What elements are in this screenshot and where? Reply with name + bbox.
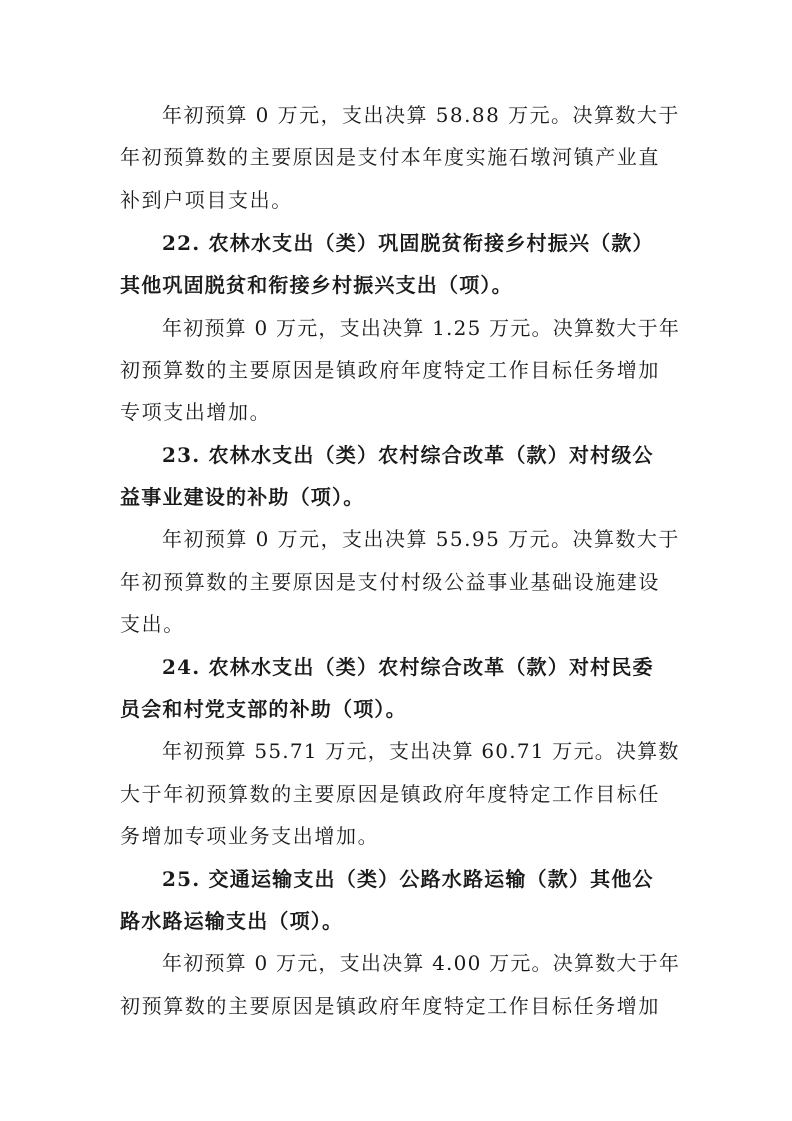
section-heading-25-cont: 路水路运输支出（项）。	[120, 909, 344, 933]
paragraph-line: 初预算数的主要原因是镇政府年度特定工作目标任务增加	[120, 358, 660, 382]
paragraph-line: 专项支出增加。	[120, 400, 272, 424]
paragraph-line: 年初预算 55.71 万元，支出决算 60.71 万元。决算数	[162, 739, 680, 763]
paragraph-line: 支出。	[120, 612, 185, 636]
paragraph-line: 年初预算 0 万元，支出决算 1.25 万元。决算数大于年	[162, 316, 681, 340]
paragraph-line: 务增加专项业务支出增加。	[120, 824, 380, 848]
section-heading-24: 24. 农林水支出（类）农村综合改革（款）对村民委	[162, 655, 654, 679]
paragraph-line: 补到户项目支出。	[120, 188, 293, 212]
paragraph-line: 年初预算 0 万元，支出决算 55.95 万元。决算数大于	[162, 527, 680, 551]
section-heading-25: 25. 交通运输支出（类）公路水路运输（款）其他公	[162, 867, 654, 891]
paragraph-line: 初预算数的主要原因是镇政府年度特定工作目标任务增加	[120, 994, 660, 1018]
section-heading-23-cont: 益事业建设的补助（项）。	[120, 485, 365, 509]
section-heading-24-cont: 员会和村党支部的补助（项）。	[120, 697, 407, 721]
paragraph-line: 年初预算 0 万元，支出决算 4.00 万元。决算数大于年	[162, 951, 681, 975]
paragraph-line: 大于年初预算数的主要原因是镇政府年度特定工作目标任	[120, 782, 660, 806]
paragraph-line: 年初预算数的主要原因是支付本年度实施石墩河镇产业直	[120, 145, 660, 169]
paragraph-line: 年初预算数的主要原因是支付村级公益事业基础设施建设	[120, 570, 660, 594]
section-heading-23: 23. 农林水支出（类）农村综合改革（款）对村级公	[162, 443, 654, 467]
paragraph-line: 年初预算 0 万元，支出决算 58.88 万元。决算数大于	[162, 103, 680, 127]
section-heading-22-cont: 其他巩固脱贫和衔接乡村振兴支出（项）。	[120, 273, 513, 297]
section-heading-22: 22. 农林水支出（类）巩固脱贫衔接乡村振兴（款）	[162, 231, 654, 255]
